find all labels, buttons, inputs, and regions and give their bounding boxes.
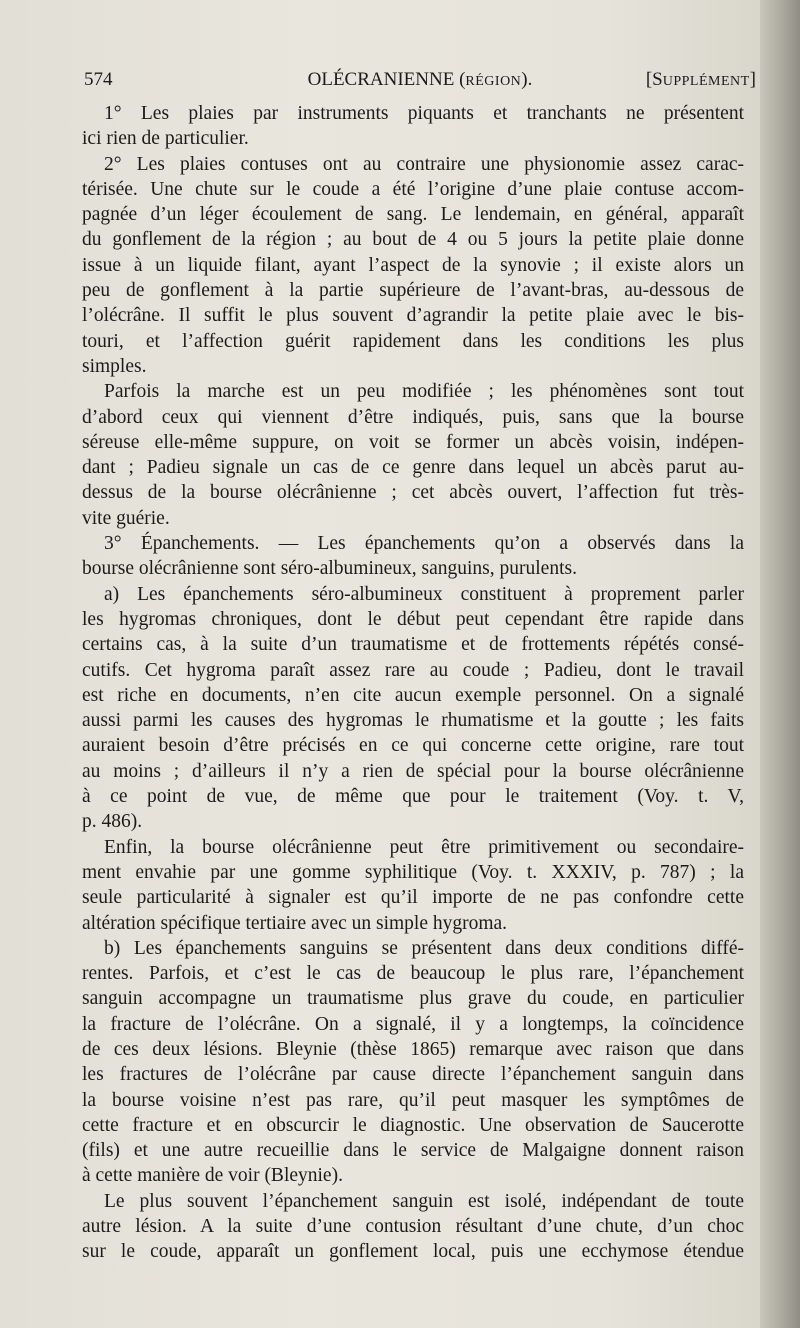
section-mark-small: UPPLÉMENT — [662, 74, 750, 89]
text-line: bourse olécrânienne sont séro-albumineux, sanguins, purulents. — [82, 558, 577, 580]
text-line: p. 486). — [82, 811, 143, 833]
text-line: la fracture de l’olécrâne. On a signalé, il y a longtemps, la coïncidence — [82, 1013, 744, 1035]
page-number: 574 — [84, 69, 113, 90]
text-line: cutifs. Cet hygroma paraît assez rare au coude ; Padieu, dont le travail — [82, 659, 744, 681]
running-header — [84, 66, 756, 94]
text-line: 1° Les plaies par instruments piquants et tranchants ne présentent — [104, 103, 744, 124]
text-line: aussi parmi les causes des hygromas le rhumatisme et la goutte ; les faits — [82, 710, 744, 732]
text-line: la bourse voisine n’est pas rare, qu’il peut masquer les symptômes de — [82, 1089, 744, 1111]
text-line: Parfois la marche est un peu modifiée ; les phénomènes sont tout — [104, 381, 744, 403]
text-line: seule particularité à signaler est qu’il importe de ne pas confondre cette — [82, 887, 744, 909]
text-line: Enfin, la bourse olécrânienne peut être primitivement ou secondaire- — [104, 836, 744, 858]
text-line: d’abord ceux qui viennent d’être indiqués, puis, sans que la bourse — [82, 406, 744, 428]
section-mark — [646, 66, 756, 96]
text-line: dant ; Padieu signale un cas de ce genre dans lequel un abcès parut au- — [82, 457, 744, 479]
text-line: issue à un liquide filant, ayant l’aspect de la synovie ; il existe alors un — [82, 254, 744, 276]
text-line: pagnée d’un léger écoulement de sang. Le lendemain, en général, apparaît — [82, 204, 744, 226]
text-line: les hygromas chroniques, dont le début peut cependant être rapide dans — [82, 608, 744, 630]
text-line: Le plus souvent l’épanchement sanguin est isolé, indépendant de toute — [104, 1190, 744, 1212]
text-line: 2° Les plaies contuses ont au contraire une physionomie assez carac- — [104, 153, 744, 175]
text-line: cette fracture et en obscurcir le diagnostic. Une observation de Saucerotte — [82, 1114, 744, 1136]
section-mark-close: ] — [749, 69, 756, 90]
text-line: rentes. Parfois, et c’est le cas de beaucoup le plus rare, l’épanchement — [82, 963, 744, 985]
text-line: b) Les épanchements sanguins se présentent dans deux conditions diffé- — [104, 937, 744, 959]
running-title-main: OLÉCRANIENNE ( — [307, 69, 466, 90]
text-line: térisée. Une chute sur le coude a été l’origine d’une plaie contuse accom- — [82, 178, 744, 200]
text-line: (fils) et une autre recueillie dans le service de Malgaigne donnent raison — [82, 1140, 744, 1162]
section-mark-open: [S — [645, 69, 663, 90]
running-title-end: ). — [521, 69, 533, 90]
text-line: 3° Épanchements. — Les épanchements qu’on a observés dans la — [104, 533, 744, 555]
text-line: certains cas, à la suite d’un traumatisme et de frottements répétés consé- — [82, 634, 744, 656]
text-line: les fractures de l’olécrâne par cause directe l’épanchement sanguin dans — [82, 1064, 744, 1086]
text-line: ici rien de particulier. — [82, 128, 249, 150]
text-line: autre lésion. A la suite d’une contusion résultant d’une chute, d’un choc — [82, 1216, 744, 1238]
text-line: de ces deux lésions. Bleynie (thèse 1865) remarque avec raison que dans — [82, 1038, 744, 1060]
text-line: ment envahie par une gomme syphilitique (Voy. t. XXXIV, p. 787) ; la — [82, 861, 744, 883]
text-line: peu de gonflement à la partie supérieure de l’avant-bras, au-dessous de — [82, 280, 744, 302]
text-line: est riche en documents, n’en cite aucun exemple personnel. On a signalé — [82, 684, 744, 706]
text-line: sur le coude, apparaît un gonflement local, puis une ecchymose étendue — [82, 1241, 744, 1263]
text-line: séreuse elle-même suppure, on voit se former un abcès voisin, indépen- — [82, 431, 744, 453]
text-line: à ce point de vue, de même que pour le traitement (Voy. t. V, — [82, 786, 744, 808]
text-line: a) Les épanchements séro-albumineux constituent à proprement parler — [104, 583, 744, 605]
running-title-small: RÉGION — [465, 74, 522, 89]
text-line: vite guérie. — [82, 507, 170, 529]
text-line: altération spécifique tertiaire avec un simple hygroma. — [82, 912, 508, 934]
text-line: à cette manière de voir (Bleynie). — [82, 1165, 343, 1187]
text-line: au moins ; d’ailleurs il n’y a rien de spécial pour la bourse olécrânienne — [82, 760, 744, 782]
page-edge — [760, 0, 800, 1328]
body-text — [82, 101, 744, 1265]
text-line: l’olécrâne. Il suffit le plus souvent d’agrandir la petite plaie avec le bis- — [82, 305, 744, 327]
text-line: sanguin accompagne un traumatisme plus grave du coude, en particulier — [82, 988, 744, 1010]
text-line: touri, et l’affection guérit rapidement dans les conditions les plus — [82, 330, 744, 352]
text-line: simples. — [82, 355, 147, 377]
text-line: auraient besoin d’être précisés en ce qui concerne cette origine, rare tout — [82, 735, 744, 757]
text-line: du gonflement de la région ; au bout de 4 ou 5 jours la petite plaie donne — [82, 229, 744, 251]
text-line: dessus de la bourse olécrânienne ; cet abcès ouvert, l’affection fut très- — [82, 482, 744, 504]
